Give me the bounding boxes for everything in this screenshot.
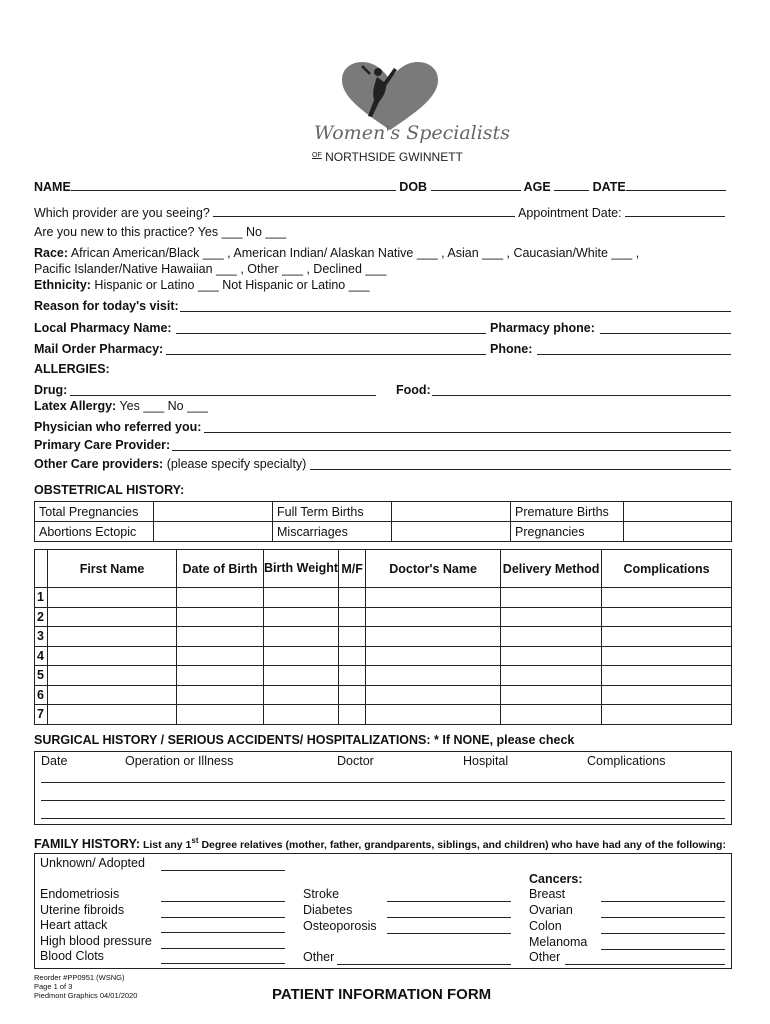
family-item: Osteoporosis [303,919,377,933]
births-cell[interactable] [366,705,501,725]
reason-field[interactable] [180,311,731,312]
obstetrical-input[interactable] [392,522,511,542]
obstetrical-cell: Pregnancies [511,522,624,542]
obstetrical-cell: Miscarriages [273,522,392,542]
cancer-item: Colon [529,919,562,933]
births-cell[interactable] [48,627,177,647]
family-title [34,836,726,851]
family-item: Heart attack [40,918,108,932]
births-cell[interactable] [366,588,501,608]
other-care-field[interactable] [310,469,731,470]
unknown-adopted-label: Unknown/ Adopted [40,856,145,870]
family-item: Diabetes [303,903,353,917]
surgical-box [34,751,732,825]
race-line1[interactable] [34,246,639,260]
other-care-line [34,457,306,471]
cancer-other-field[interactable] [565,964,725,965]
mail-pharmacy-field[interactable] [166,354,486,355]
family-item: Stroke [303,887,340,901]
race-options-1: African American/Black ___ , American Indian/ Alaskan Native ___ , Asian ___ , Caucasian/White ___ , [68,246,640,260]
new-patient-question[interactable]: Are you new to this practice? Yes ___ No ___ [34,225,287,239]
births-cell[interactable] [339,685,366,705]
births-cell[interactable] [339,627,366,647]
family-item-field[interactable] [161,963,285,964]
births-cell[interactable] [602,666,732,686]
pharmacy-phone-field[interactable] [600,333,731,334]
surgical-title: SURGICAL HISTORY / SERIOUS ACCIDENTS/ HOSPITALIZATIONS: * If NONE, please check [34,733,575,747]
mail-pharmacy-label: Mail Order Pharmacy: [34,342,164,356]
obstetrical-input[interactable] [624,502,732,522]
births-cell[interactable] [177,705,264,725]
provider-question: Which provider are you seeing? [34,206,210,220]
births-cell[interactable] [264,705,339,725]
births-row [35,588,732,608]
row-number-header [35,550,48,588]
drug-label: Drug: [34,383,68,397]
race-label: Race: [34,246,69,260]
births-cell[interactable] [48,705,177,725]
col-header: Date of Birth [177,550,264,588]
family-text2: Degree relatives (mother, father, grandparents, siblings, and children) who have had any of the following: [198,839,726,852]
date-label: DATE [592,180,626,194]
row-number: 4 [35,646,48,666]
births-cell[interactable] [339,705,366,725]
births-cell[interactable] [366,666,501,686]
births-cell[interactable] [602,588,732,608]
family-label: FAMILY HISTORY: [34,837,141,852]
pharmacy-phone-label: Pharmacy phone: [490,321,595,335]
surgical-col-complications: Complications [587,754,666,768]
mail-phone-field[interactable] [537,354,731,355]
row-number: 6 [35,685,48,705]
obstetrical-input[interactable] [154,522,273,542]
practice-logo [300,62,510,170]
age-label: AGE [523,180,551,194]
col-header: Complications [602,550,732,588]
family-box [34,853,732,969]
family-text1: List any 1 [140,839,192,852]
births-cell[interactable] [339,607,366,627]
col-header: Doctor's Name [366,550,501,588]
births-cell[interactable] [339,588,366,608]
births-row [35,646,732,666]
name-field[interactable] [71,179,396,191]
births-cell[interactable] [264,607,339,627]
ethnicity-label: Ethnicity: [34,278,91,292]
births-cell[interactable] [264,646,339,666]
col-header: First Name [48,550,177,588]
cancer-item-field[interactable] [601,933,725,934]
cancer-item-field[interactable] [601,949,725,950]
race-options-2[interactable]: Pacific Islander/Native Hawaiian ___ , Other ___ , Declined ___ [34,262,387,276]
births-cell[interactable] [501,705,602,725]
row-number: 3 [35,627,48,647]
births-cell[interactable] [501,685,602,705]
appointment-label: Appointment Date: [518,206,622,220]
births-cell[interactable] [177,646,264,666]
obstetrical-input[interactable] [624,522,732,542]
row-number: 5 [35,666,48,686]
births-cell[interactable] [366,627,501,647]
surgical-entry-line[interactable] [41,782,725,783]
surgical-entry-line[interactable] [41,800,725,801]
surgical-col-hospital: Hospital [463,754,509,768]
date-field[interactable] [626,179,726,191]
births-cell[interactable] [48,666,177,686]
surgical-col-operation: Operation or Illness [125,754,234,768]
unknown-adopted-field[interactable] [161,870,285,871]
local-pharmacy-field[interactable] [176,333,486,334]
family-other-label: Other [303,950,335,964]
births-cell[interactable] [48,588,177,608]
family-other-field[interactable] [337,964,511,965]
latex-line[interactable] [34,399,208,413]
births-cell[interactable] [264,666,339,686]
births-row [35,666,732,686]
ethnicity-line[interactable] [34,278,370,292]
births-cell[interactable] [501,666,602,686]
family-item: Blood Clots [40,949,104,963]
row-number: 2 [35,607,48,627]
family-item-field[interactable] [161,901,285,902]
births-cell[interactable] [177,607,264,627]
food-field[interactable] [432,395,731,396]
births-row [35,705,732,725]
family-item-field[interactable] [161,917,285,918]
births-cell[interactable] [602,646,732,666]
cancers-title: Cancers: [529,872,583,886]
obstetrical-input[interactable] [154,502,273,522]
obstetrical-cell: Total Pregnancies [35,502,154,522]
name-row [34,179,726,194]
row-number: 1 [35,588,48,608]
printer-credit: Piedmont Graphics 04/01/2020 [34,991,138,1000]
family-item-field[interactable] [161,948,285,949]
physician-field[interactable] [204,432,731,433]
births-cell[interactable] [602,607,732,627]
obstetrical-cell: Full Term Births [273,502,392,522]
col-header: Birth Weight [264,550,339,588]
births-cell[interactable] [501,627,602,647]
births-cell[interactable] [339,646,366,666]
surgical-entry-line[interactable] [41,818,725,819]
reorder-text: Reorder #PP0951 (WSNG) [34,973,125,982]
births-cell[interactable] [339,666,366,686]
surgical-col-doctor: Doctor [337,754,374,768]
births-cell[interactable] [501,588,602,608]
logo-of-text: OF [312,152,322,159]
cancer-other-label: Other [529,950,561,964]
births-cell[interactable] [501,607,602,627]
births-cell[interactable] [501,646,602,666]
latex-label: Latex Allergy: [34,399,117,413]
births-cell[interactable] [602,685,732,705]
food-label: Food: [396,383,431,397]
family-item-field[interactable] [161,932,285,933]
cancer-item: Melanoma [529,935,588,949]
births-cell[interactable] [264,588,339,608]
drug-field[interactable] [70,395,376,396]
provider-row [34,205,725,220]
family-item: High blood pressure [40,933,152,948]
dob-field[interactable] [431,179,521,191]
births-cell[interactable] [366,646,501,666]
cancer-item-field[interactable] [601,901,725,902]
page-number: Page 1 of 3 [34,982,73,991]
other-care-label: Other Care providers: [34,457,164,471]
primary-care-field[interactable] [172,450,731,451]
family-item-field[interactable] [387,917,511,918]
family-item-field[interactable] [387,933,511,934]
name-label: NAME [34,180,71,194]
cancer-item: Ovarian [529,903,573,917]
births-cell[interactable] [177,627,264,647]
dob-label: DOB [399,180,428,194]
births-cell[interactable] [48,646,177,666]
births-cell[interactable] [264,627,339,647]
cancer-item: Breast [529,887,566,901]
reason-label: Reason for today's visit: [34,299,179,313]
family-sup: st [191,836,199,845]
obstetrical-cell: Premature Births [511,502,624,522]
local-pharmacy-label: Local Pharmacy Name: [34,321,172,335]
logo-subtitle: NORTHSIDE GWINNETT [325,150,463,164]
appointment-field[interactable] [625,205,725,217]
ethnicity-options: Hispanic or Latino ___ Not Hispanic or Latino ___ [90,278,370,292]
births-cell[interactable] [48,607,177,627]
primary-care-label: Primary Care Provider: [34,438,171,452]
births-cell[interactable] [177,685,264,705]
obstetrical-cell: Abortions Ectopic [35,522,154,542]
col-header: M/F [339,550,366,588]
births-cell[interactable] [48,685,177,705]
col-header: Delivery Method [501,550,602,588]
obstetrical-table [34,501,732,542]
births-row [35,627,732,647]
births-row [35,685,732,705]
form-title: PATIENT INFORMATION FORM [272,986,492,1003]
cancer-item-field[interactable] [601,917,725,918]
births-cell[interactable] [366,607,501,627]
logo-script-text: Women's Specialists [314,122,510,144]
provider-field[interactable] [213,205,515,217]
births-cell[interactable] [602,705,732,725]
obstetrical-row [35,502,732,522]
age-field[interactable] [554,179,589,191]
births-cell[interactable] [366,685,501,705]
other-care-note: (please specify specialty) [163,457,307,471]
births-cell[interactable] [602,627,732,647]
births-cell[interactable] [264,685,339,705]
obstetrical-input[interactable] [392,502,511,522]
latex-options: Yes ___ No ___ [116,399,208,413]
allergies-title: ALLERGIES: [34,362,110,376]
births-row [35,607,732,627]
family-item: Endometriosis [40,887,120,901]
obstetrical-title: OBSTETRICAL HISTORY: [34,483,185,497]
physician-label: Physician who referred you: [34,420,202,434]
family-item-field[interactable] [387,901,511,902]
mail-phone-label: Phone: [490,342,533,356]
births-table [34,549,732,725]
births-cell[interactable] [177,588,264,608]
births-header-row [35,550,732,588]
obstetrical-row [35,522,732,542]
births-cell[interactable] [177,666,264,686]
surgical-col-date: Date [41,754,68,768]
row-number: 7 [35,705,48,725]
family-item: Uterine fibroids [40,902,125,917]
